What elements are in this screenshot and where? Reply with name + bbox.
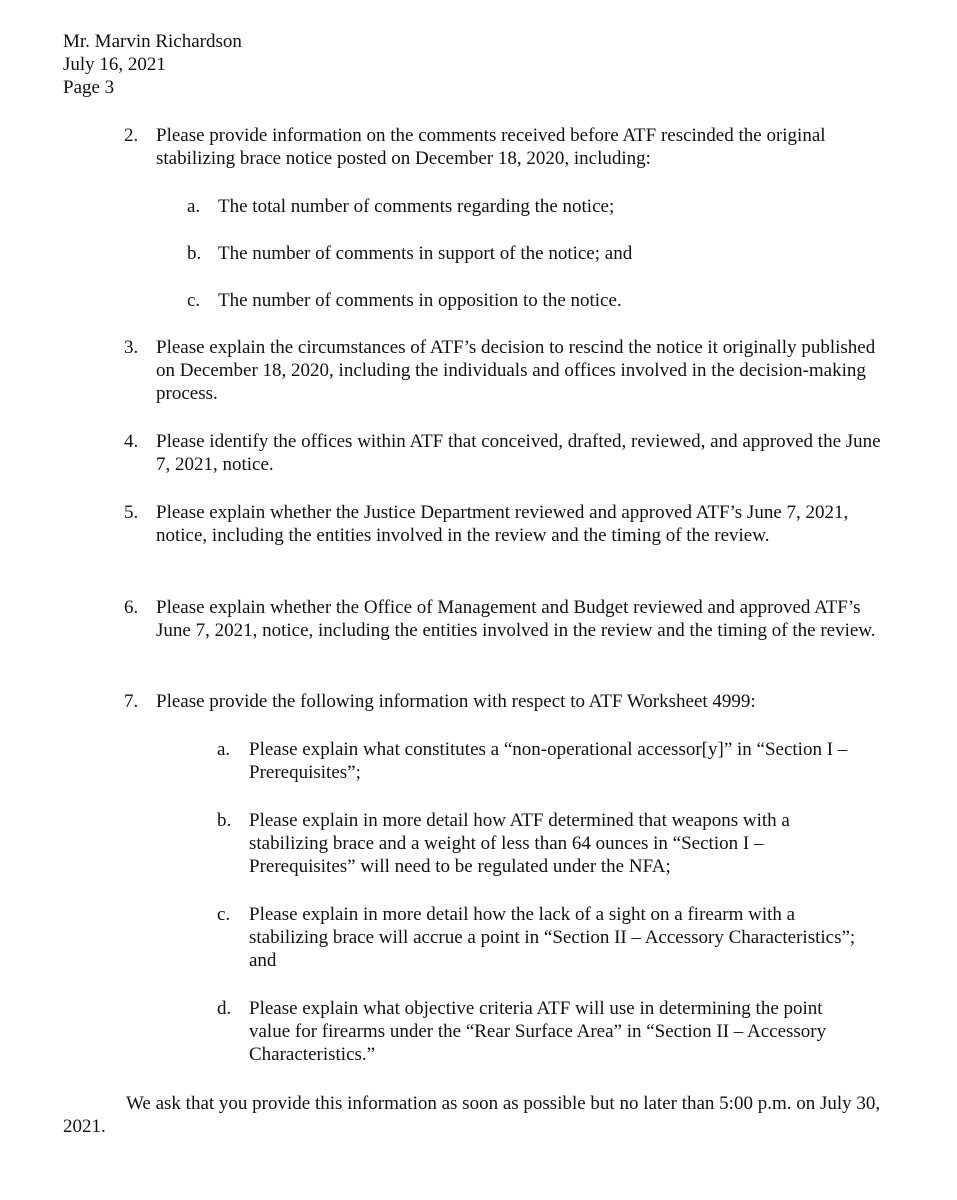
request-item-3 — [124, 336, 884, 405]
item-number: 7. — [124, 691, 139, 712]
sub-item-7c — [217, 903, 857, 972]
item-number: 4. — [124, 431, 139, 452]
item-number: 2. — [124, 125, 139, 146]
sub-item-7d — [217, 997, 857, 1066]
letter-header — [63, 30, 242, 99]
sub-item-letter: b. — [187, 243, 202, 264]
sub-item-text: Please explain in more detail how the lack of a sight on a firearm with a stabilizing brace will accrue a point in “Section II – Accessory Characteristics”; and — [249, 904, 856, 971]
item-text: Please explain the circumstances of ATF’s decision to rescind the notice it originally published on December 18, 2020, including the individuals and offices involved in the decision-making process. — [156, 337, 876, 404]
request-item-5 — [124, 501, 884, 547]
item-text: Please explain whether the Office of Management and Budget reviewed and approved ATF’s June 7, 2021, notice, including the entities involved in the review and the timing of the review. — [156, 597, 876, 641]
request-item-4 — [124, 430, 884, 476]
item-text: Please explain whether the Justice Department reviewed and approved ATF’s June 7, 2021, notice, including the entities involved in the review and the timing of the review. — [156, 502, 849, 546]
request-item-7 — [124, 690, 884, 713]
item-text: Please provide information on the comments received before ATF rescinded the original stabilizing brace notice posted on December 18, 2020, including: — [156, 125, 826, 169]
sub-item-letter: d. — [217, 998, 232, 1019]
request-item-2 — [124, 124, 884, 170]
item-text: Please identify the offices within ATF that conceived, drafted, reviewed, and approved the June 7, 2021, notice. — [156, 431, 881, 475]
recipient-name: Mr. Marvin Richardson — [63, 31, 242, 52]
sub-item-7b — [217, 809, 857, 878]
sub-item-2c — [187, 289, 867, 312]
sub-item-7a — [217, 738, 857, 784]
closing-paragraph: We ask that you provide this information as soon as possible but no later than 5:00 p.m. on July 30, 2021. — [63, 1093, 881, 1137]
sub-item-text: Please explain what constitutes a “non-operational accessor[y]” in “Section I – Prerequisites”; — [249, 739, 848, 783]
letter-date: July 16, 2021 — [63, 54, 166, 75]
item-number: 3. — [124, 337, 139, 358]
item-text: Please provide the following information with respect to ATF Worksheet 4999: — [156, 691, 756, 712]
sub-item-text: The number of comments in opposition to the notice. — [218, 290, 622, 311]
sub-item-letter: c. — [217, 904, 231, 925]
sub-item-text: The number of comments in support of the notice; and — [218, 243, 633, 264]
sub-item-text: Please explain in more detail how ATF determined that weapons with a stabilizing brace and a weight of less than 64 ounces in “Section I – Prerequisites” will need to be regulated under the NFA; — [249, 810, 790, 877]
sub-item-text: Please explain what objective criteria ATF will use in determining the point value for firearms under the “Rear Surface Area” in “Section II – Accessory Characteristics.” — [249, 998, 827, 1065]
item-number: 6. — [124, 597, 139, 618]
request-item-6 — [124, 596, 884, 642]
sub-item-letter: a. — [217, 739, 231, 760]
page-number: Page 3 — [63, 77, 115, 98]
sub-item-letter: b. — [217, 810, 232, 831]
item-number: 5. — [124, 502, 139, 523]
sub-item-letter: a. — [187, 196, 201, 217]
sub-item-letter: c. — [187, 290, 201, 311]
sub-item-2a — [187, 195, 867, 218]
sub-item-text: The total number of comments regarding the notice; — [218, 196, 615, 217]
sub-item-2b — [187, 242, 867, 265]
